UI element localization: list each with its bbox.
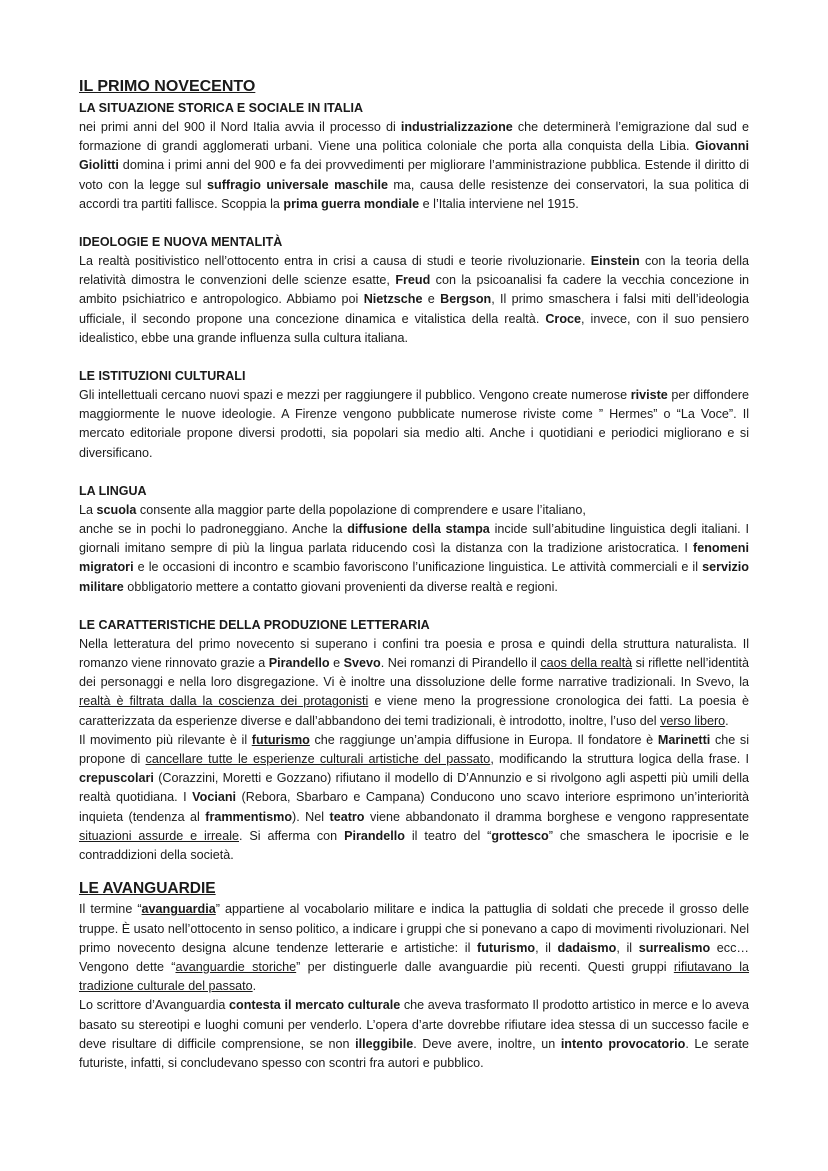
paragraph-istituzioni: Gli intellettuali cercano nuovi spazi e mezzi per raggiungere il pubblico. Vengono create numerose riviste per diffondere maggiormente le nuove ideologie. A Firenze vengono pubblicate numerose riviste come ” Hermes” o “La Voce”. Il mercato editoriale propone diversi prodotti, sia popolari sia medio alti. Anche i quotidiani e periodici migliorano e si diversificano.	[79, 388, 749, 460]
paragraph-lingua-first-line: La scuola consente alla maggior parte della popolazione di comprendere e usare l’italiano,	[79, 502, 586, 517]
paragraph-lingua: anche se in pochi lo padroneggiano. Anche la diffusione della stampa incide sull’abitudine linguistica degli italiani. I giornali imitano sempre di più la lingua parlata riducendo così la distanza con la tradizione aristocratica. I fenomeni migratori e le occasioni di incontro e scambio favoriscono l’unificazione linguistica. Le attività commerciali e il servizio militare obbligatorio mettere a contatto giovani provenienti da diverse realtà e regioni.	[79, 522, 749, 594]
paragraph-situazione: nei primi anni del 900 il Nord Italia avvia il processo di industrializzazione che determinerà l’emigrazione dal sud e formazione di grandi agglomerati urbani. Viene una politica coloniale che porta alla conquista della Libia. Giovanni Giolitti domina i primi anni del 900 e fa dei provvedimenti per migliorare l’amministrazione pubblica. Estende il diritto di voto con la legge sul suffragio universale maschile ma, causa delle resistenze dei conservatori, la sua politica di accordi tra partiti fallisce. Scoppia la prima guerra mondiale e l’Italia interviene nel 1915.	[79, 120, 749, 211]
document-page	[79, 76, 749, 1073]
paragraph-produzione-letteraria-2: Il movimento più rilevante è il futurismo che raggiunge un’ampia diffusione in Europa. Il fondatore è Marinetti che si propone di cancellare tutte le esperienze culturali artistiche del passato, modificando la struttura logica della frase. I crepuscolari (Corazzini, Moretti e Gozzano) rifiutano il modello di D’Annunzio e si rivolgono agli aspetti più umili della realtà quotidiana. I Vociani (Rebora, Sbarbaro e Campana) Conducono uno scavo interiore esprimono un’interiorità inquieta (tendenza al frammentismo). Nel teatro viene abbandonato il dramma borghese e vengono rappresentate situazioni assurde e irreale. Si afferma con Pirandello il teatro del “grottesco” che smaschera le ipocrisie e le contraddizioni della società.	[79, 732, 750, 863]
paragraph-ideologie: La realtà positivistico nell’ottocento entra in crisi a causa di studi e teorie rivoluzionarie. Einstein con la teoria della relatività dimostra le convenzioni delle scienze esatte, Freud con la psicoanalisi fa cadere la vecchia concezione in ambito psichiatrico e antropologico. Abbiamo poi Nietzsche e Bergson, Il primo smaschera i falsi miti dell’ideologia ufficiale, il secondo propone una concezione dinamica e vitalistica della realtà. Croce, invece, con il suo pensiero idealistico, ebbe una grande influenza sulla cultura italiana.	[79, 254, 749, 345]
section-title-lingua: LA LINGUA	[79, 483, 147, 498]
paragraph-avanguardie-1: Il termine “avanguardia” appartiene al vocabolario militare e indica la pattuglia di soldati che precede il grosso delle truppe. È usato nell’ottocento in senso politico, a indicare i gruppi che si ponevano a capo di movimenti rivoluzionari. Nel primo novecento designa alcune tendenze letterarie e artistiche: il futurismo, il dadaismo, il surrealismo ecc… Vengono dette “avanguardie storiche” per distinguerle dalle avanguardie più recenti. Questi gruppi rifiutavano la tradizione culturale del passato.	[79, 902, 750, 994]
paragraph-produzione-letteraria-1: Nella letteratura del primo novecento si superano i confini tra poesia e prosa e quindi della struttura naturalista. Il romanzo viene rinnovato grazie a Pirandello e Svevo. Nei romanzi di Pirandello il caos della realtà si riflette nell’identità dei personaggi e nella loro disgregazione. Vi è inoltre una dissoluzione delle forme narrative tradizionali. In Svevo, la realtà è filtrata dalla la coscienza dei protagonisti e viene meno la progressione cronologica dei fatti. La poesia è caratterizzata da esperienze diverse e dall’abbandono dei temi tradizionali, è introdotto, inoltre, l’uso del verso libero.	[79, 636, 749, 728]
paragraph-avanguardie-2: Lo scrittore d’Avanguardia contesta il mercato culturale che aveva trasformato Il prodotto artistico in merce e lo aveva basato su stereotipi e luoghi comuni per venderlo. L’opera d’arte dovrebbe rifiutare idea stessa di un successo facile e deve risultare di difficile comprensione, se non illeggibile. Deve avere, inoltre, un intento provocatorio. Le serate futuriste, infatti, si concludevano spesso con scontri fra autori e pubblico.	[79, 998, 749, 1070]
section-title-situazione: LA SITUAZIONE STORICA E SOCIALE IN ITALIA	[79, 101, 364, 115]
section-title-ideologie: IDEOLOGIE E NUOVA MENTALITÀ	[79, 235, 283, 250]
section-title-istituzioni: LE ISTITUZIONI CULTURALI	[79, 369, 246, 384]
section-title-produzione-letteraria: LE CARATTERISTICHE DELLA PRODUZIONE LETTERARIA	[79, 617, 430, 632]
section-title-avanguardie: LE AVANGUARDIE	[79, 880, 216, 898]
document-title: IL PRIMO NOVECENTO	[79, 78, 256, 95]
